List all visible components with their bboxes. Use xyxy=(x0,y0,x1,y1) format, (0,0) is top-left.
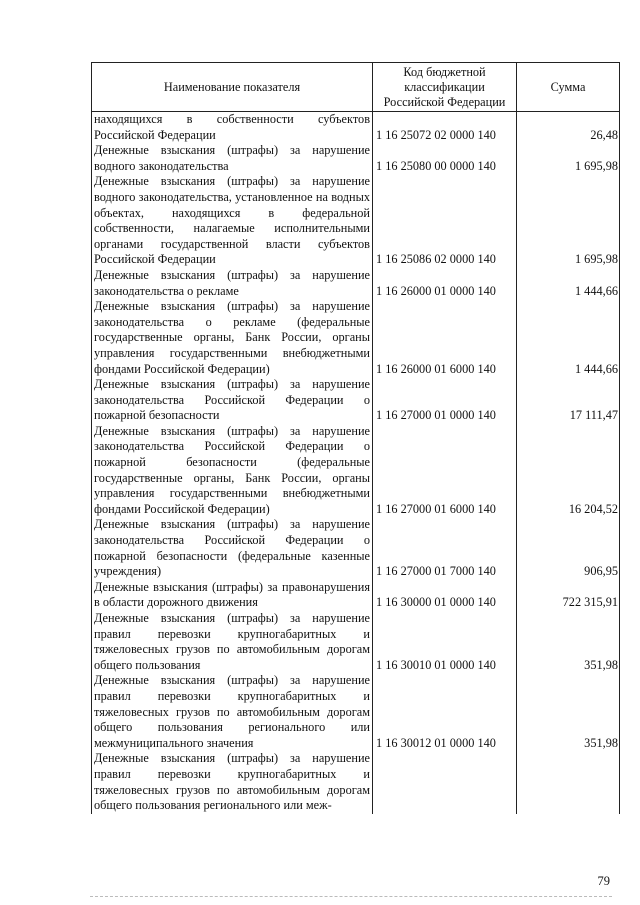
row-name-cell: Денежные взыскания (штрафы) за нарушение правил перевозки крупногабаритных и тяжеловесных грузов по автомобильным дорогам общего пользования xyxy=(92,611,373,673)
row-code-cell: 1 16 27000 01 6000 140 xyxy=(373,424,517,518)
row-sum-cell xyxy=(517,751,620,813)
row-code-cell: 1 16 26000 01 0000 140 xyxy=(373,268,517,299)
row-name-cell: Денежные взыскания (штрафы) за нарушение водного законодательства, установленное на водных объектах, находящихся в федеральной собственности, налагаемые исполнительными органами государственной власти субъектов Российской Федерации xyxy=(92,174,373,268)
header-code: Код бюджетной классификации Российской Федерации xyxy=(373,63,517,112)
row-code-cell: 1 16 30010 01 0000 140 xyxy=(373,611,517,673)
row-name-cell: Денежные взыскания (штрафы) за нарушение правил перевозки крупногабаритных и тяжеловесных грузов по автомобильным дорогам общего пользования регионального или меж- xyxy=(92,751,373,813)
table-body xyxy=(92,112,620,814)
row-sum-cell: 351,98 xyxy=(517,673,620,751)
row-name-cell: Денежные взыскания (штрафы) за правонарушения в области дорожного движения xyxy=(92,580,373,611)
row-code-cell: 1 16 25080 00 0000 140 xyxy=(373,143,517,174)
row-code-cell: 1 16 30000 01 0000 140 xyxy=(373,580,517,611)
footer-rule xyxy=(90,896,612,897)
row-name-cell: Денежные взыскания (штрафы) за нарушение законодательства о рекламе xyxy=(92,268,373,299)
header-sum: Сумма xyxy=(517,63,620,112)
row-code-cell: 1 16 27000 01 7000 140 xyxy=(373,517,517,579)
header-name: Наименование показателя xyxy=(92,63,373,112)
row-name-cell: Денежные взыскания (штрафы) за нарушение законодательства о рекламе (федеральные государственные органы, Банк России, органы управления государственными внебюджетными фондами Российской Федерации) xyxy=(92,299,373,377)
row-name-cell: Денежные взыскания (штрафы) за нарушение законодательства Российской Федерации о пожарной безопасности (федеральные казенные учреждения) xyxy=(92,517,373,579)
row-name-cell: находящихся в собственности субъектов Российской Федерации xyxy=(92,112,373,144)
row-sum-cell: 1 444,66 xyxy=(517,268,620,299)
row-name-cell: Денежные взыскания (штрафы) за нарушение законодательства Российской Федерации о пожарной безопасности (федеральные государственные органы, Банк России, органы управления государственными внебюджетными фондами Российской Федерации) xyxy=(92,424,373,518)
table-row xyxy=(92,580,620,611)
row-sum-cell: 722 315,91 xyxy=(517,580,620,611)
row-sum-cell: 1 695,98 xyxy=(517,174,620,268)
table-row xyxy=(92,611,620,673)
row-code-cell: 1 16 30012 01 0000 140 xyxy=(373,673,517,751)
row-name-cell: Денежные взыскания (штрафы) за нарушение законодательства Российской Федерации о пожарной безопасности xyxy=(92,377,373,424)
row-sum-cell: 351,98 xyxy=(517,611,620,673)
row-code-cell: 1 16 27000 01 0000 140 xyxy=(373,377,517,424)
row-sum-cell: 1 444,66 xyxy=(517,299,620,377)
row-code-cell: 1 16 26000 01 6000 140 xyxy=(373,299,517,377)
row-sum-cell: 26,48 xyxy=(517,112,620,144)
table-row xyxy=(92,517,620,579)
table-row xyxy=(92,299,620,377)
budget-table xyxy=(91,62,620,814)
row-code-cell xyxy=(373,751,517,813)
table-row xyxy=(92,377,620,424)
table-row xyxy=(92,424,620,518)
table-row xyxy=(92,143,620,174)
table-row xyxy=(92,751,620,813)
row-sum-cell: 17 111,47 xyxy=(517,377,620,424)
page-number: 79 xyxy=(597,874,610,888)
table-row xyxy=(92,673,620,751)
row-code-cell: 1 16 25086 02 0000 140 xyxy=(373,174,517,268)
table-row xyxy=(92,268,620,299)
table-row xyxy=(92,112,620,144)
row-name-cell: Денежные взыскания (штрафы) за нарушение правил перевозки крупногабаритных и тяжеловесных грузов по автомобильным дорогам общего пользования регионального или межмуниципального значения xyxy=(92,673,373,751)
table-header-row xyxy=(92,63,620,112)
row-code-cell: 1 16 25072 02 0000 140 xyxy=(373,112,517,144)
row-sum-cell: 1 695,98 xyxy=(517,143,620,174)
row-sum-cell: 16 204,52 xyxy=(517,424,620,518)
row-sum-cell: 906,95 xyxy=(517,517,620,579)
table-row xyxy=(92,174,620,268)
row-name-cell: Денежные взыскания (штрафы) за нарушение водного законодательства xyxy=(92,143,373,174)
